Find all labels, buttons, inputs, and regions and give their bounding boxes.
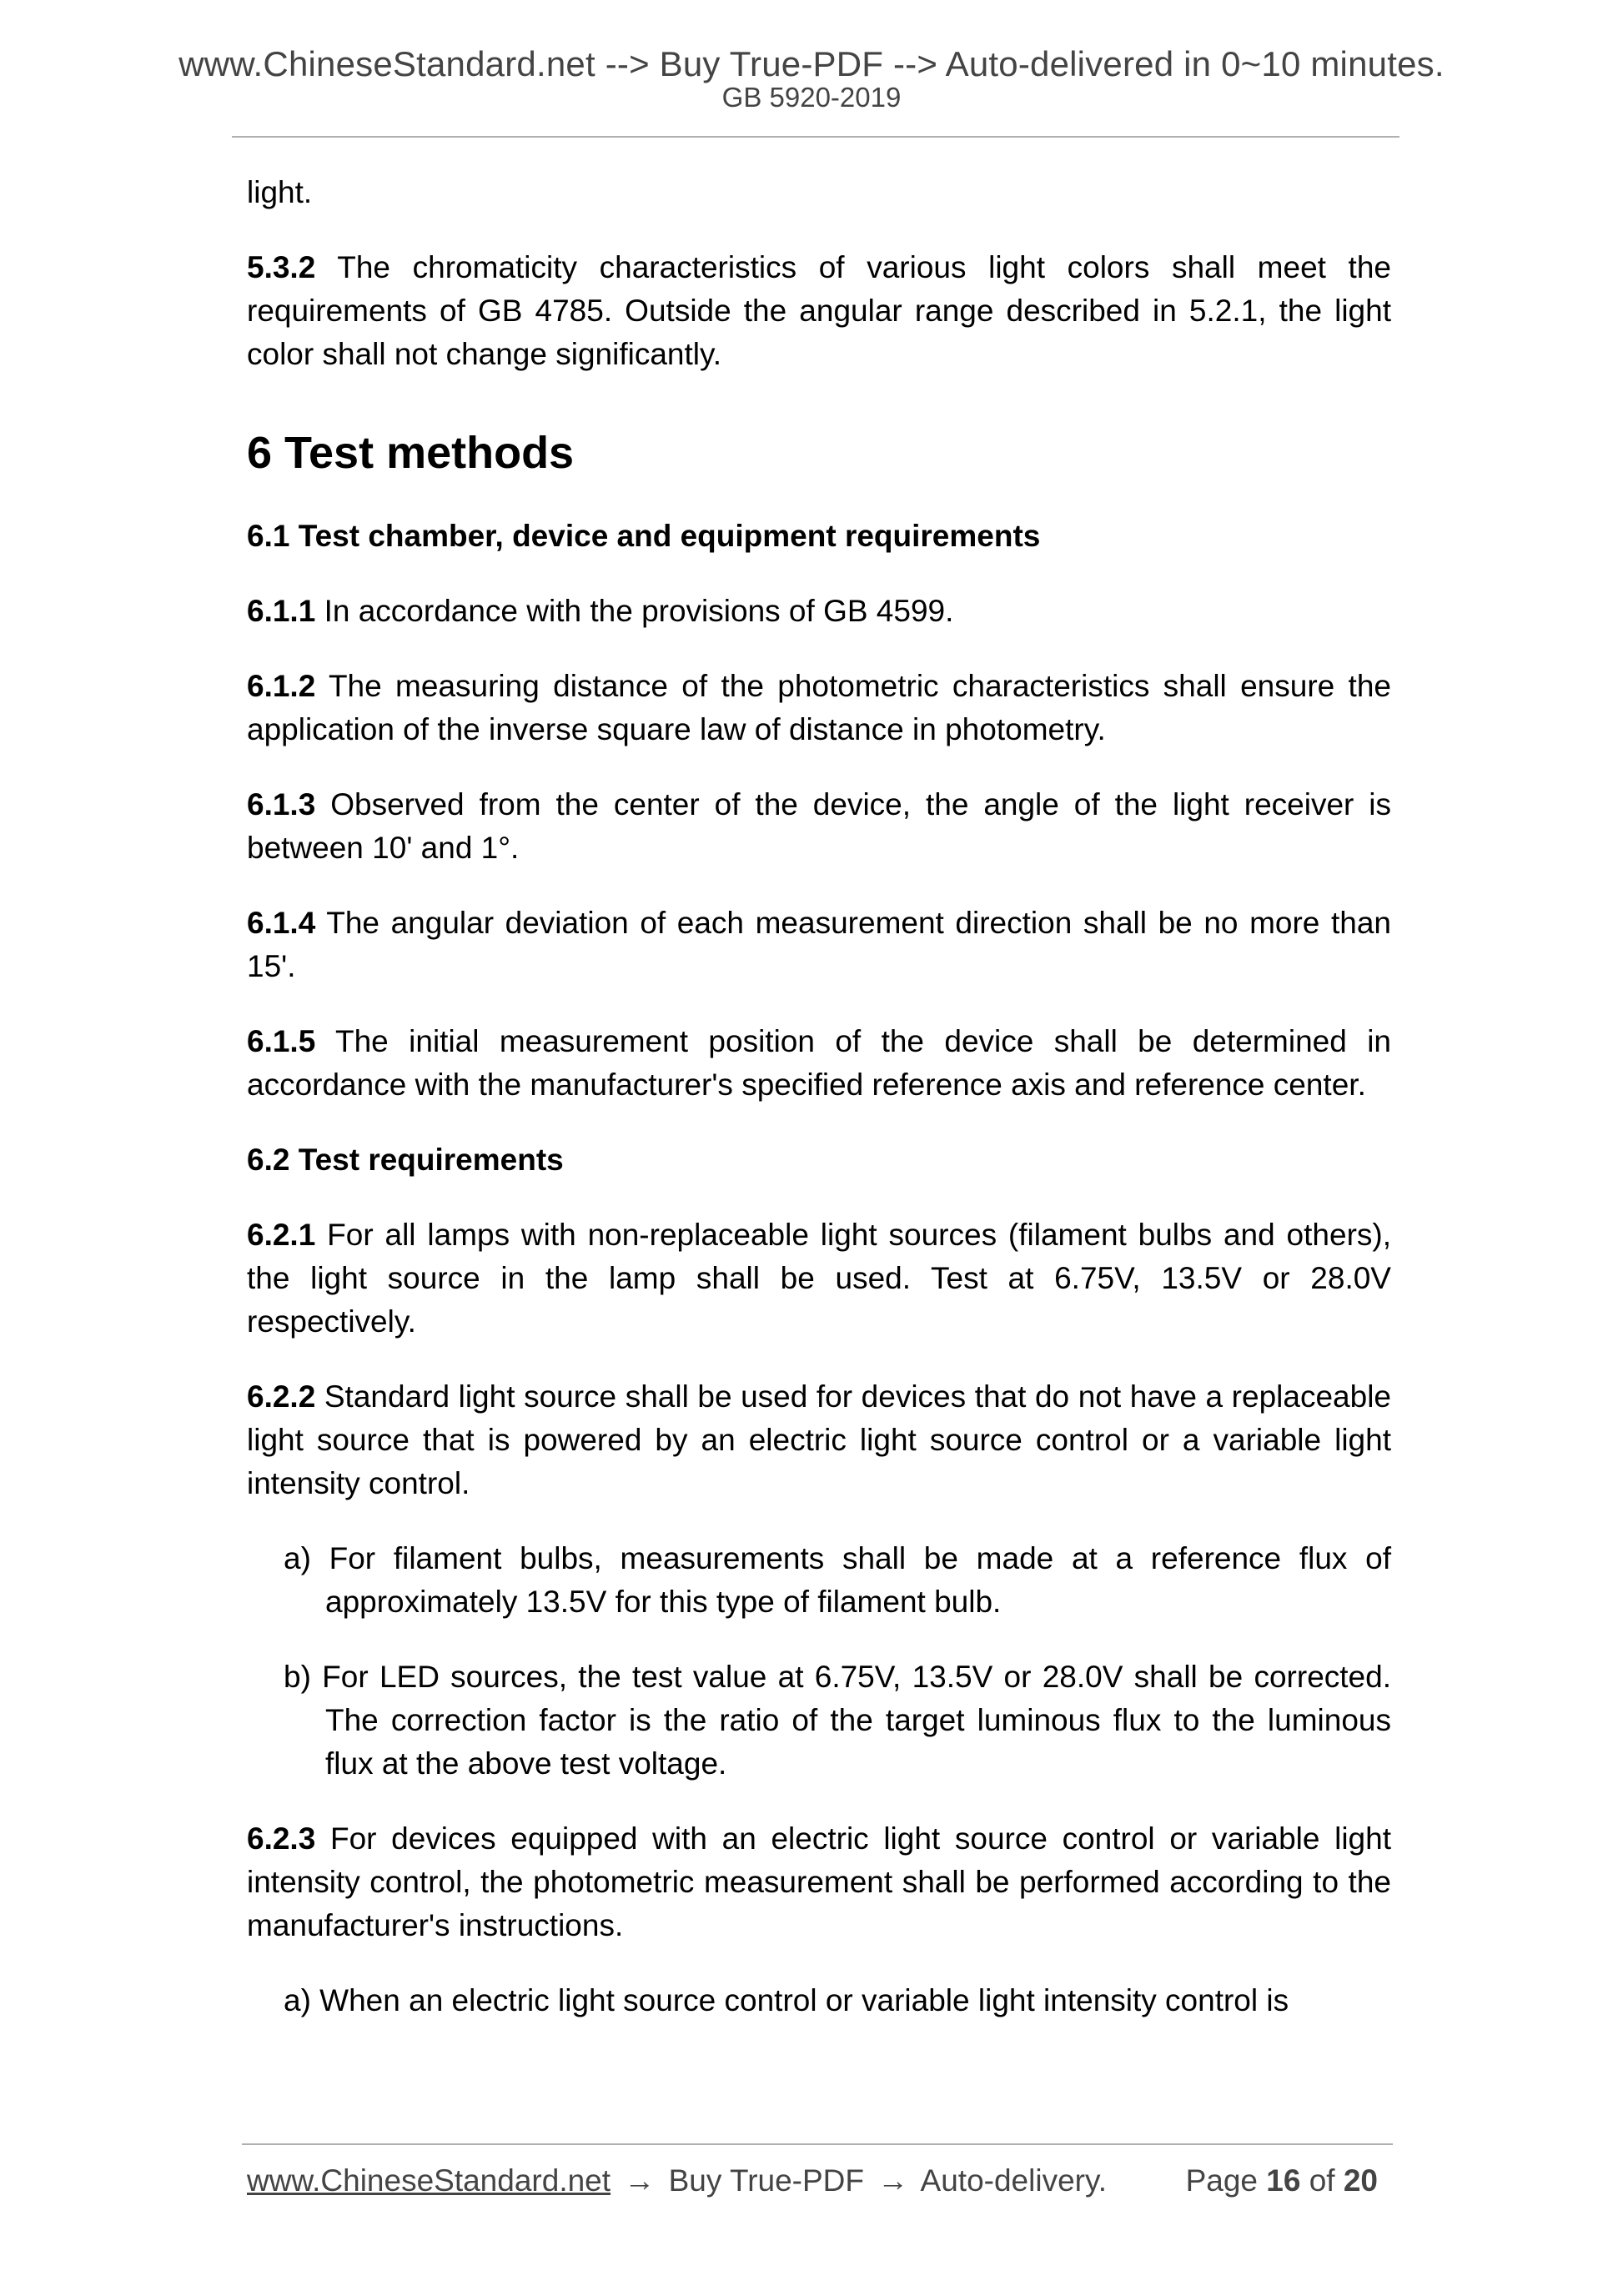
clause-6-2-3 <box>247 1817 1391 1947</box>
clause-text: For devices equipped with an electric light source control or variable light intensity control, the photometric measurement shall be performed according to the manufacturer's instructions. <box>247 1821 1391 1942</box>
buy-text: Buy True-PDF <box>668 2163 865 2198</box>
clause-number: 5.3.2 <box>247 250 316 284</box>
clause-number: 6.1.5 <box>247 1024 316 1058</box>
clause-number: 6.2.3 <box>247 1821 316 1856</box>
page-number <box>1186 2162 1378 2200</box>
clause-6-1-5 <box>247 1020 1391 1107</box>
clause-text: Standard light source shall be used for devices that do not have a replaceable light source that is powered by an electric light source control or a variable light intensity control. <box>247 1379 1391 1500</box>
header-banner: www.ChineseStandard.net --> Buy True-PDF --> Auto-delivered in 0~10 minutes. <box>178 44 1445 83</box>
clause-6-1-1 <box>247 590 1391 633</box>
header-divider <box>232 136 1399 138</box>
page-label: Page <box>1185 2163 1258 2198</box>
arrow-right-icon: → <box>624 2163 656 2198</box>
clause-5-3-2 <box>247 246 1391 376</box>
clause-number: 6.1.2 <box>247 669 316 703</box>
clause-text: The initial measurement position of the device shall be determined in accordance with the manufacturer's specified reference axis and reference center. <box>247 1024 1391 1102</box>
clause-number: 6.1.1 <box>247 594 316 628</box>
clause-text: The chromaticity characteristics of various light colors shall meet the requirements of GB 4785. Outside the angular range described in 5.2.1, the light color shall not change significantly. <box>247 250 1391 371</box>
clause-text: For all lamps with non-replaceable light sources (filament bulbs and others), the light source in the lamp shall be used. Test at 6.75V, 13.5V or 28.0V respectively. <box>247 1218 1391 1339</box>
list-item-6-2-2-b: b) For LED sources, the test value at 6.75V, 13.5V or 28.0V shall be corrected. The correction factor is the ratio of the target luminous flux to the luminous flux at the above test voltage. <box>284 1660 1391 1781</box>
document-body <box>247 171 1391 2054</box>
list-item-6-2-3-a: a) When an electric light source control or variable light intensity control is <box>284 1983 1289 2017</box>
subsection-heading-6-2: 6.2 Test requirements <box>247 1143 564 1177</box>
clause-text: In accordance with the provisions of GB 4599. <box>315 594 954 628</box>
clause-6-2-2 <box>247 1375 1391 1505</box>
document-id: GB 5920-2019 <box>721 82 902 113</box>
arrow-right-icon: → <box>877 2163 909 2198</box>
paragraph-continuation: light. <box>247 175 313 209</box>
clause-number: 6.2.1 <box>247 1218 316 1252</box>
site-link[interactable]: www.ChineseStandard.net <box>247 2163 611 2198</box>
clause-number: 6.2.2 <box>247 1379 316 1414</box>
page-current: 16 <box>1266 2163 1301 2198</box>
delivery-text: Auto-delivery. <box>920 2163 1108 2198</box>
subsection-heading-6-1: 6.1 Test chamber, device and equipment requirements <box>247 519 1041 553</box>
clause-6-1-2 <box>247 665 1391 751</box>
section-heading-6: 6 Test methods <box>247 428 575 478</box>
clause-text: Observed from the center of the device, the angle of the light receiver is between 10' and 1°. <box>247 787 1391 865</box>
clause-number: 6.1.3 <box>247 787 316 821</box>
footer-links <box>247 2162 1107 2200</box>
clause-number: 6.1.4 <box>247 906 316 940</box>
page-total: 20 <box>1343 2163 1378 2198</box>
clause-6-2-1 <box>247 1213 1391 1344</box>
clause-text: The angular deviation of each measurement direction shall be no more than 15'. <box>247 906 1391 983</box>
clause-text: The measuring distance of the photometric characteristics shall ensure the application of the inverse square law of distance in photometry. <box>247 669 1391 746</box>
clause-6-1-3 <box>247 783 1391 870</box>
footer-divider <box>242 2143 1393 2145</box>
of-label: of <box>1309 2163 1335 2198</box>
list-item-6-2-2-a: a) For filament bulbs, measurements shall be made at a reference flux of approximately 13.5V for this type of filament bulb. <box>284 1541 1391 1619</box>
clause-6-1-4 <box>247 902 1391 988</box>
